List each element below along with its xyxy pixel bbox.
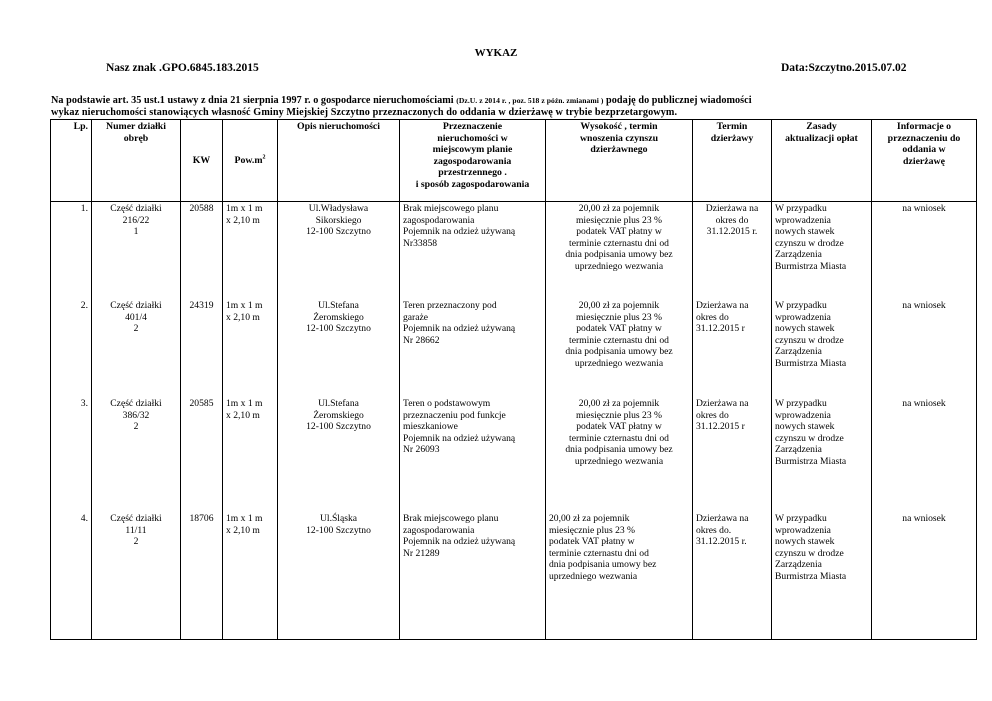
cell-wysokosc: 20,00 zł za pojemnik miesięcznie plus 23 % podatek VAT płatny w terminie czternastu dni od dnia podpisania umowy bez uprzedniego wezwania bbox=[546, 299, 693, 397]
cell-lp: 2. bbox=[51, 299, 92, 397]
col-header-informacje: Informacje o przeznaczeniu do oddania w dzierżawę bbox=[872, 120, 977, 202]
cell-informacje: na wniosek bbox=[872, 299, 977, 397]
cell-informacje: na wniosek bbox=[872, 397, 977, 512]
cell-pow: 1m x 1 m x 2,10 m bbox=[223, 299, 278, 397]
intro-text-start: Na podstawie art. 35 ust.1 ustawy z dnia 21 sierpnia 1997 r. o gospodarce nieruchomościami bbox=[51, 95, 457, 106]
table-row bbox=[51, 202, 977, 300]
cell-wysokosc: 20,00 zł za pojemnik miesięcznie plus 23 % podatek VAT płatny w terminie czternastu dni od dnia podpisania umowy bez uprzedniego wezwania bbox=[546, 512, 693, 640]
cell-numer: Część działki 11/11 2 bbox=[92, 512, 181, 640]
col-header-lp: Lp. bbox=[51, 120, 92, 202]
cell-wysokosc: 20,00 zł za pojemnik miesięcznie plus 23 % podatek VAT płatny w terminie czternastu dni od dnia podpisania umowy bez uprzedniego wezwania bbox=[546, 397, 693, 512]
cell-numer: Część działki 401/4 2 bbox=[92, 299, 181, 397]
col-header-zasady: Zasady aktualizacji opłat bbox=[772, 120, 872, 202]
cell-termin: Dzierżawa na okres do 31.12.2015 r bbox=[693, 397, 772, 512]
cell-pow: 1m x 1 m x 2,10 m bbox=[223, 512, 278, 640]
cell-numer: Część działki 386/32 2 bbox=[92, 397, 181, 512]
cell-lp: 1. bbox=[51, 202, 92, 300]
property-list-table bbox=[50, 119, 977, 640]
col-header-przeznaczenie: Przeznaczenie nieruchomości w miejscowym planie zagospodarowania przestrzennego . i sposób zagospodarowania bbox=[400, 120, 546, 202]
table-row bbox=[51, 397, 977, 512]
cell-przeznaczenie: Brak miejscowego planu zagospodarowania Pojemnik na odzież używaną Nr33858 bbox=[400, 202, 546, 300]
reference-number: Nasz znak .GPO.6845.183.2015 bbox=[106, 62, 259, 74]
cell-informacje: na wniosek bbox=[872, 202, 977, 300]
cell-opis: Ul.Śląska 12-100 Szczytno bbox=[278, 512, 400, 640]
table-header-row bbox=[51, 120, 977, 202]
cell-pow: 1m x 1 m x 2,10 m bbox=[223, 397, 278, 512]
intro-line-1 bbox=[51, 95, 752, 106]
pow-label: Pow.m bbox=[234, 154, 263, 166]
col-header-pow bbox=[223, 120, 278, 202]
cell-pow: 1m x 1 m x 2,10 m bbox=[223, 202, 278, 300]
cell-zasady: W przypadku wprowadzenia nowych stawek czynszu w drodze Zarządzenia Burmistrza Miasta bbox=[772, 397, 872, 512]
cell-przeznaczenie: Brak miejscowego planu zagospodarowania Pojemnik na odzież używaną Nr 21289 bbox=[400, 512, 546, 640]
pow-superscript: 2 bbox=[262, 154, 266, 161]
col-header-termin: Termin dzierżawy bbox=[693, 120, 772, 202]
cell-numer: Część działki 216/22 1 bbox=[92, 202, 181, 300]
cell-opis: Ul.Stefana Żeromskiego 12-100 Szczytno bbox=[278, 397, 400, 512]
table-row bbox=[51, 512, 977, 640]
col-header-wysokosc: Wysokość , termin wnoszenia czynszu dzierżawnego bbox=[546, 120, 693, 202]
document-title: WYKAZ bbox=[474, 47, 518, 59]
cell-kw: 18706 bbox=[181, 512, 223, 640]
cell-opis: Ul.Stefana Żeromskiego 12-100 Szczytno bbox=[278, 299, 400, 397]
col-header-kw: KW bbox=[181, 120, 223, 202]
cell-lp: 4. bbox=[51, 512, 92, 640]
intro-text-end: podaję do publicznej wiadomości bbox=[603, 95, 752, 106]
col-header-opis: Opis nieruchomości bbox=[278, 120, 400, 202]
document-date: Data:Szczytno.2015.07.02 bbox=[781, 62, 907, 74]
cell-przeznaczenie: Teren przeznaczony pod garaże Pojemnik na odzież używaną Nr 28662 bbox=[400, 299, 546, 397]
cell-zasady: W przypadku wprowadzenia nowych stawek czynszu w drodze Zarządzenia Burmistrza Miasta bbox=[772, 512, 872, 640]
cell-opis: Ul.Władysława Sikorskiego 12-100 Szczytno bbox=[278, 202, 400, 300]
cell-zasady: W przypadku wprowadzenia nowych stawek czynszu w drodze Zarządzenia Burmistrza Miasta bbox=[772, 202, 872, 300]
cell-termin: Dzierżawa na okres do 31.12.2015 r. bbox=[693, 202, 772, 300]
cell-zasady: W przypadku wprowadzenia nowych stawek czynszu w drodze Zarządzenia Burmistrza Miasta bbox=[772, 299, 872, 397]
table-row bbox=[51, 299, 977, 397]
cell-kw: 24319 bbox=[181, 299, 223, 397]
cell-wysokosc: 20,00 zł za pojemnik miesięcznie plus 23 % podatek VAT płatny w terminie czternastu dni od dnia podpisania umowy bez uprzedniego wezwania bbox=[546, 202, 693, 300]
cell-kw: 20588 bbox=[181, 202, 223, 300]
legal-citation: (Dz.U. z 2014 r. , poz. 518 z późn. zmianami ) bbox=[456, 96, 604, 105]
cell-termin: Dzierżawa na okres do. 31.12.2015 r. bbox=[693, 512, 772, 640]
cell-termin: Dzierżawa na okres do 31.12.2015 r bbox=[693, 299, 772, 397]
cell-informacje: na wniosek bbox=[872, 512, 977, 640]
cell-kw: 20585 bbox=[181, 397, 223, 512]
intro-line-2: wykaz nieruchomości stanowiących własność Gminy Miejskiej Szczytno przeznaczonych do oddania w dzierżawę w trybie bezprzetargowym. bbox=[51, 107, 678, 118]
col-header-numer: Numer działki obręb bbox=[92, 120, 181, 202]
cell-lp: 3. bbox=[51, 397, 92, 512]
cell-przeznaczenie: Teren o podstawowym przeznaczeniu pod funkcje mieszkaniowe Pojemnik na odzież używaną Nr 26093 bbox=[400, 397, 546, 512]
